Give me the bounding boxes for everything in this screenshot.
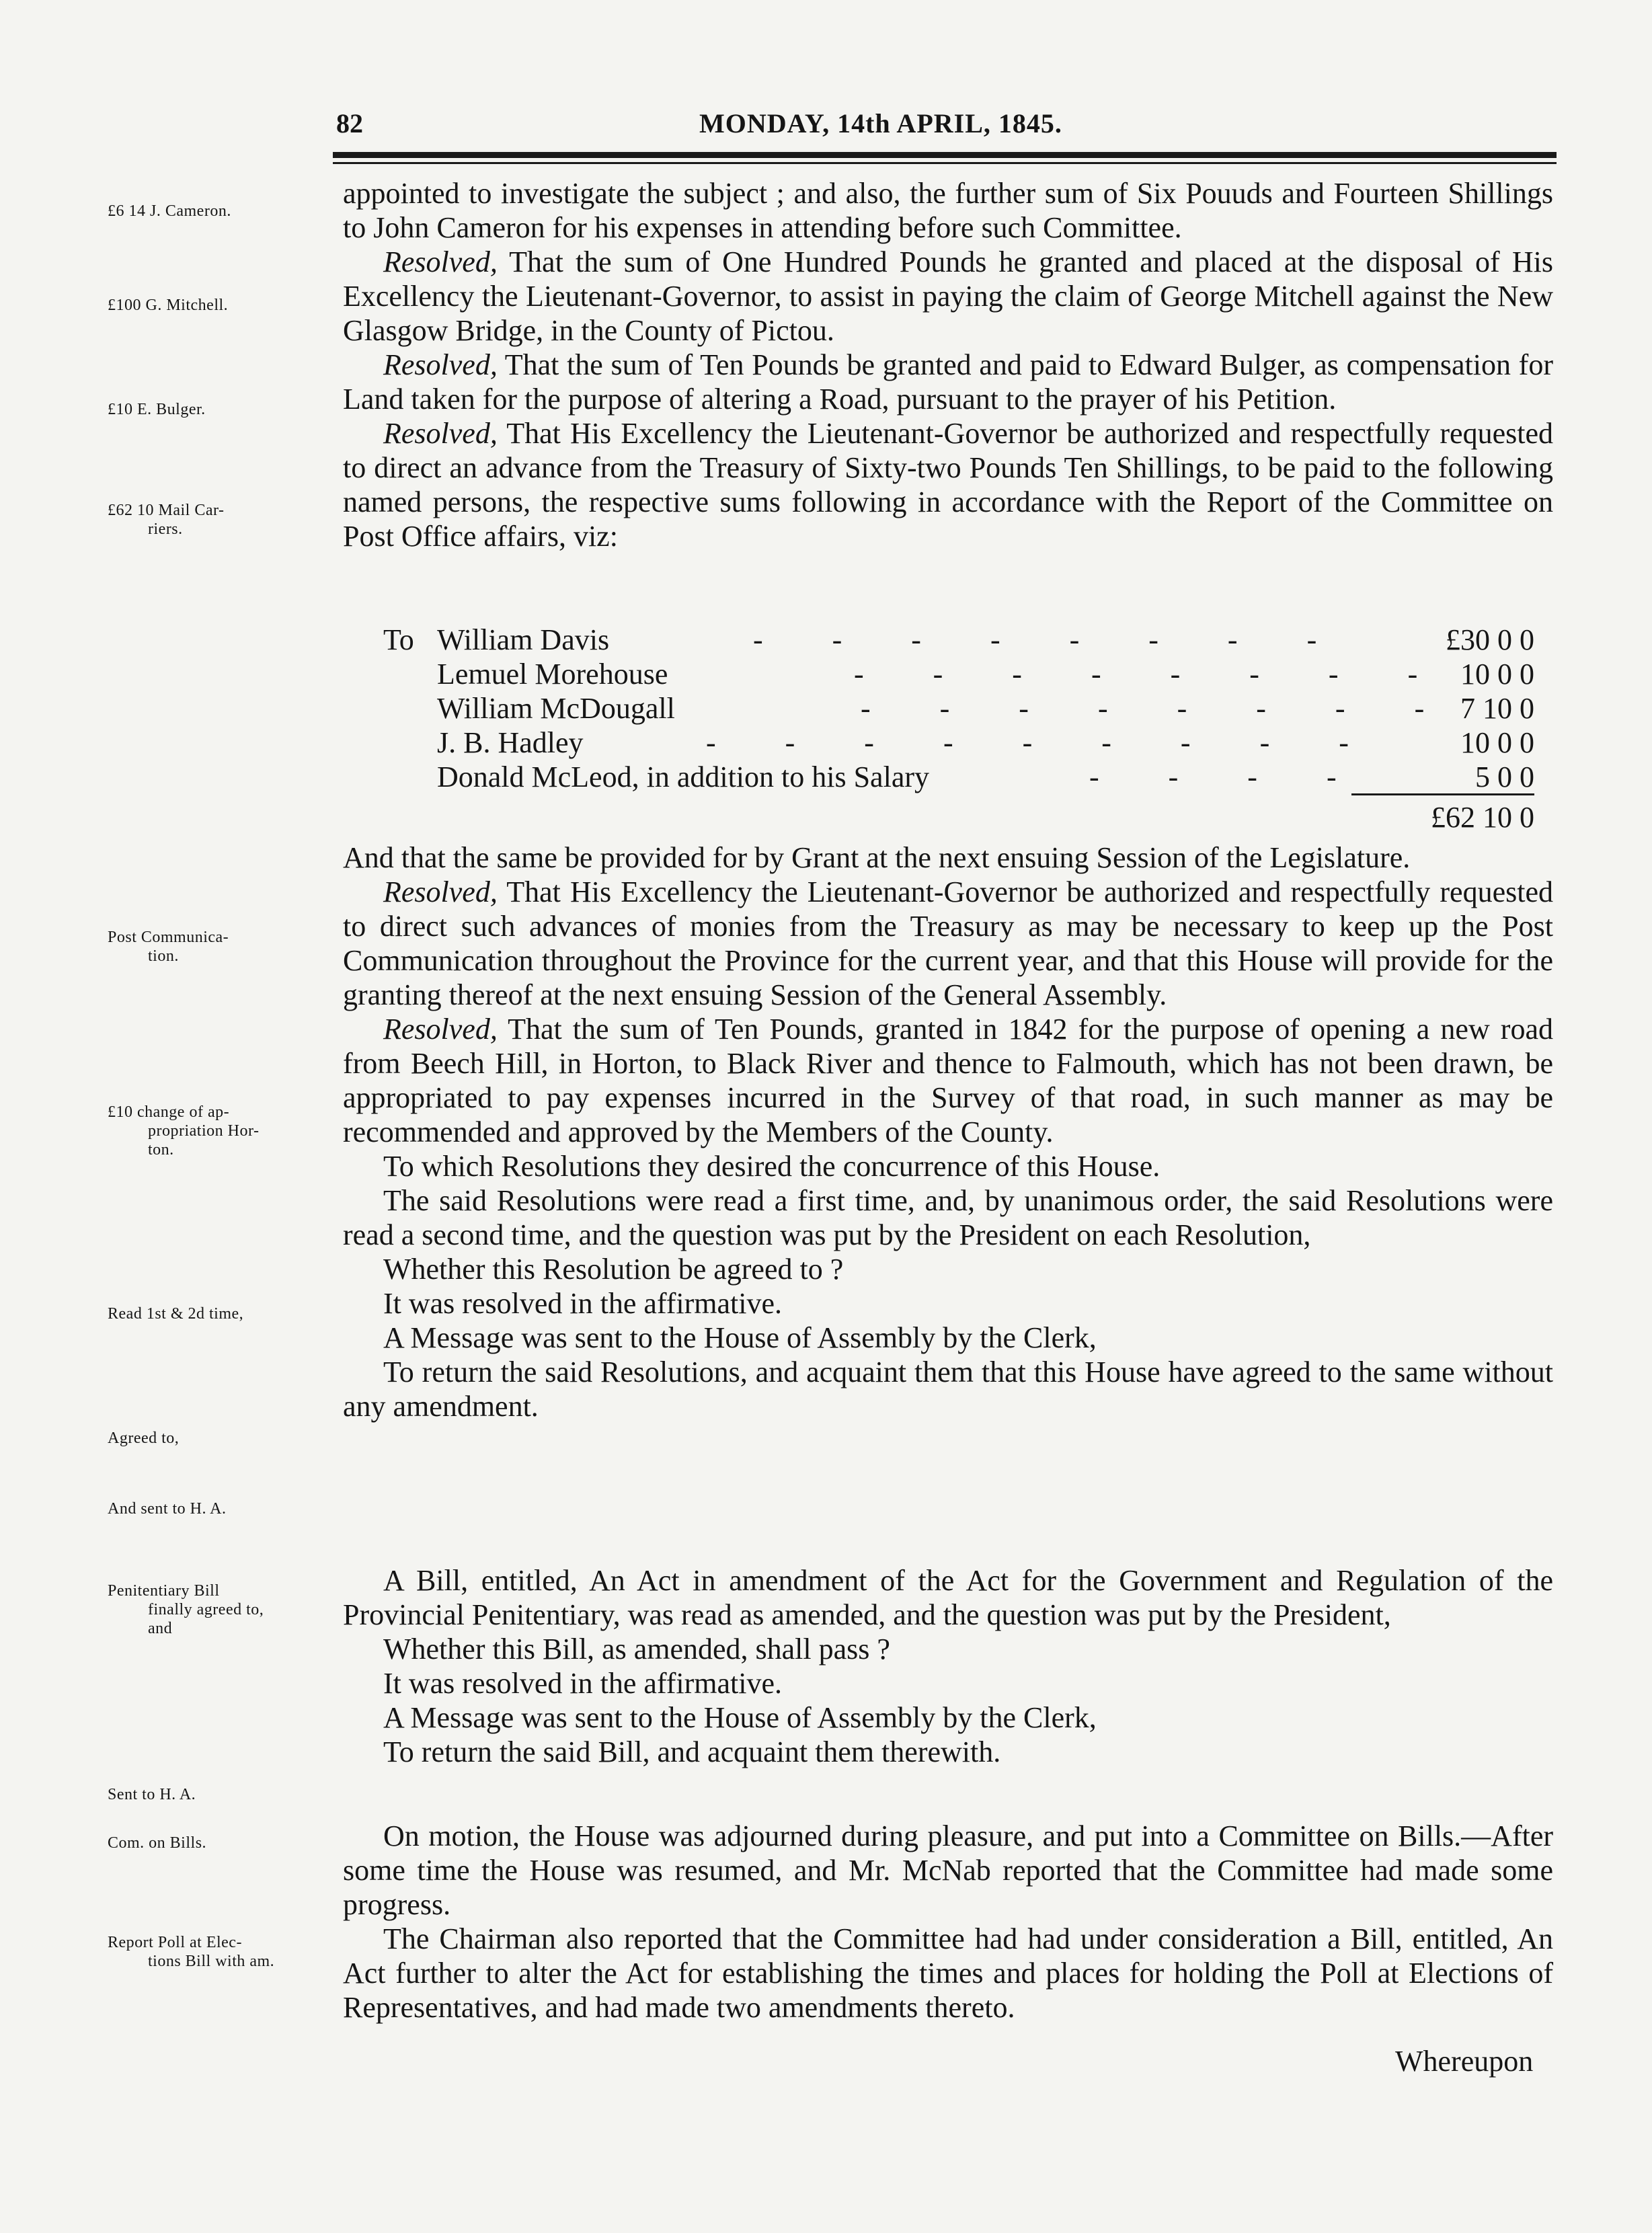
paragraph-resolution-post: Resolved, That His Excellency the Lieutenant-Governor be authorized and respectfully requested to direct such advances of monies from the Treasury as may be necessary to keep up the Post Communication throughout the Province for the current year, and that this House will provide for the granting thereof at the next ensuing Session of the General Assembly. [343, 875, 1553, 1011]
leader-dots: - - - - [1089, 760, 1368, 793]
leader-dots: - - - - - - - - - [706, 726, 1380, 759]
catchword: Whereupon [1395, 2045, 1534, 2078]
paragraph: And that the same be provided for by Grant at the next ensuing Session of the Legislature. [343, 841, 1411, 874]
table-row [343, 623, 1553, 657]
margin-note-line: finally agreed to, [148, 1601, 264, 1618]
margin-note-mitchell: £100 G. Mitchell. [108, 297, 229, 314]
payee-name: William McDougall [437, 692, 675, 725]
margin-note-bulger: £10 E. Bulger. [108, 401, 206, 418]
margin-note-poll-bill [108, 1933, 329, 1971]
margin-note-line: and [148, 1620, 173, 1637]
paragraph-poll-bill: The Chairman also reported that the Committee had had under consideration a Bill, entitled, An Act further to alter the Act for establishing the times and places for holding the Poll at Elections of Representatives, and had made two amendments thereto. [343, 1922, 1553, 2024]
leader-dots: - - - - - - - - [854, 658, 1449, 691]
payment-table [343, 623, 1553, 794]
margin-note-penitentiary [108, 1581, 329, 1638]
page-header [336, 108, 1546, 155]
margin-note-line: tions Bill with am. [148, 1953, 275, 1970]
payment-amount: 5 0 0 [1475, 760, 1534, 793]
margin-note-sent-ha-2: Sent to H. A. [108, 1786, 196, 1803]
margin-note-mail-carriers [108, 501, 329, 539]
payee-name: William Davis [437, 623, 610, 656]
resolved-word: Resolved, [383, 1013, 498, 1046]
margin-note-line: Post Communica- [108, 929, 229, 946]
payment-amount: 10 0 0 [1460, 726, 1534, 759]
margin-note-horton [108, 1103, 329, 1159]
resolved-word: Resolved, [383, 245, 498, 278]
to-word: To [383, 623, 414, 656]
sum-rule [1351, 793, 1534, 795]
paragraph: To which Resolutions they desired the concurrence of this House. [383, 1150, 1161, 1183]
header-rule-thick [333, 152, 1557, 158]
payment-total: £62 10 0 [1431, 801, 1534, 834]
margin-note-line: riers. [148, 520, 183, 538]
body-block-2 [343, 840, 1553, 1423]
paragraph-resolution-mail-carriers: Resolved, That His Excellency the Lieutenant-Governor be authorized and respectfully requested to direct an advance from the Treasury of Sixty-two Pounds Ten Shillings, to be paid to the following named persons, the respective sums following in accordance with the Report of the Committee on Post Office affairs, viz: [343, 417, 1553, 553]
payment-amount: 7 10 0 [1460, 692, 1534, 725]
paragraph: It was resolved in the affirmative. [383, 1667, 782, 1700]
payment-amount: 10 0 0 [1460, 658, 1534, 691]
paragraph-resolution-horton: Resolved, That the sum of Ten Pounds, granted in 1842 for the purpose of opening a new road from Beech Hill, in Horton, to Black River and thence to Falmouth, which has not been drawn, be appropriated to pay expenses incurred in the Survey of that road, in such manner as may be recommended and approved by the Members of the County. [343, 1013, 1553, 1148]
margin-note-line: Report Poll at Elec- [108, 1934, 242, 1951]
page-number: 82 [336, 108, 363, 139]
paragraph: Whether this Bill, as amended, shall pass ? [383, 1633, 890, 1666]
page-title: MONDAY, 14th APRIL, 1845. [699, 108, 1062, 139]
margin-note-cameron: £6 14 J. Cameron. [108, 202, 231, 220]
margin-note-line: £10 change of ap- [108, 1103, 230, 1121]
paragraph: appointed to investigate the subject ; and also, the further sum of Six Pouuds and Fourteen Shillings to John Cameron for his expenses in attending before such Committee. [343, 177, 1553, 244]
payment-amount: £30 0 0 [1446, 623, 1534, 656]
paragraph: It was resolved in the affirmative. [383, 1287, 782, 1320]
paragraph-resolution-mitchell: Resolved, That the sum of One Hundred Pounds he granted and placed at the disposal of His Excellency the Lieutenant-Governor, to assist in paying the claim of George Mitchell against the New Glasgow Bridge, in the County of Pictou. [343, 245, 1553, 347]
paragraph: To return the said Bill, and acquaint them therewith. [383, 1735, 1001, 1768]
margin-note-line: tion. [148, 947, 179, 965]
resolved-word: Resolved, [383, 875, 498, 908]
margin-note-line: ton. [148, 1141, 174, 1159]
margin-note-line: £62 10 Mail Car- [108, 502, 225, 519]
table-row [343, 657, 1553, 691]
header-rule-thin [333, 162, 1557, 164]
table-row [343, 726, 1553, 760]
resolved-word: Resolved, [383, 417, 498, 450]
leader-dots: - - - - - - - - [861, 692, 1456, 725]
paragraph-penitentiary-bill: A Bill, entitled, An Act in amendment of the Act for the Government and Regulation of the Provincial Penitentiary, was read as amended, and the question was put by the President, [343, 1564, 1553, 1631]
body-block-3 [343, 1563, 1553, 1769]
leader-dots: - - - - - - - - [753, 623, 1348, 656]
paragraph: To return the said Resolutions, and acquaint them that this House have agreed to the same without any amendment. [343, 1356, 1553, 1423]
payee-name: Donald McLeod, in addition to his Salary [437, 760, 929, 793]
margin-note-read-twice: Read 1st & 2d time, [108, 1305, 244, 1323]
paragraph-committee-on-bills: On motion, the House was adjourned during pleasure, and put into a Committee on Bills.—After some time the House was resumed, and Mr. McNab reported that the Committee had made some progress. [343, 1819, 1553, 1921]
margin-note-com-bills: Com. on Bills. [108, 1834, 207, 1852]
paragraph: A Message was sent to the House of Assembly by the Clerk, [383, 1701, 1097, 1734]
margin-note-agreed: Agreed to, [108, 1429, 180, 1447]
paragraph: A Message was sent to the House of Assembly by the Clerk, [383, 1321, 1097, 1354]
resolved-word: Resolved, [383, 348, 498, 381]
margin-note-line: Penitentiary Bill [108, 1582, 220, 1600]
payee-name: Lemuel Morehouse [437, 658, 668, 691]
margin-note-line: propriation Hor- [148, 1122, 260, 1140]
table-row [343, 691, 1553, 726]
body-block-1 [343, 176, 1553, 553]
body-block-4 [343, 1819, 1553, 2025]
paragraph: Whether this Resolution be agreed to ? [383, 1253, 844, 1286]
margin-note-sent-ha: And sent to H. A. [108, 1500, 227, 1518]
paragraph: The said Resolutions were read a first time, and, by unanimous order, the said Resolutions were read a second time, and the question was put by the President on each Resolution, [343, 1184, 1553, 1251]
payee-name: J. B. Hadley [437, 726, 584, 759]
table-row [343, 760, 1553, 794]
margin-note-post-communication [108, 928, 329, 966]
paragraph-resolution-bulger: Resolved, That the sum of Ten Pounds be granted and paid to Edward Bulger, as compensation for Land taken for the purpose of altering a Road, pursuant to the prayer of his Petition. [343, 348, 1553, 416]
